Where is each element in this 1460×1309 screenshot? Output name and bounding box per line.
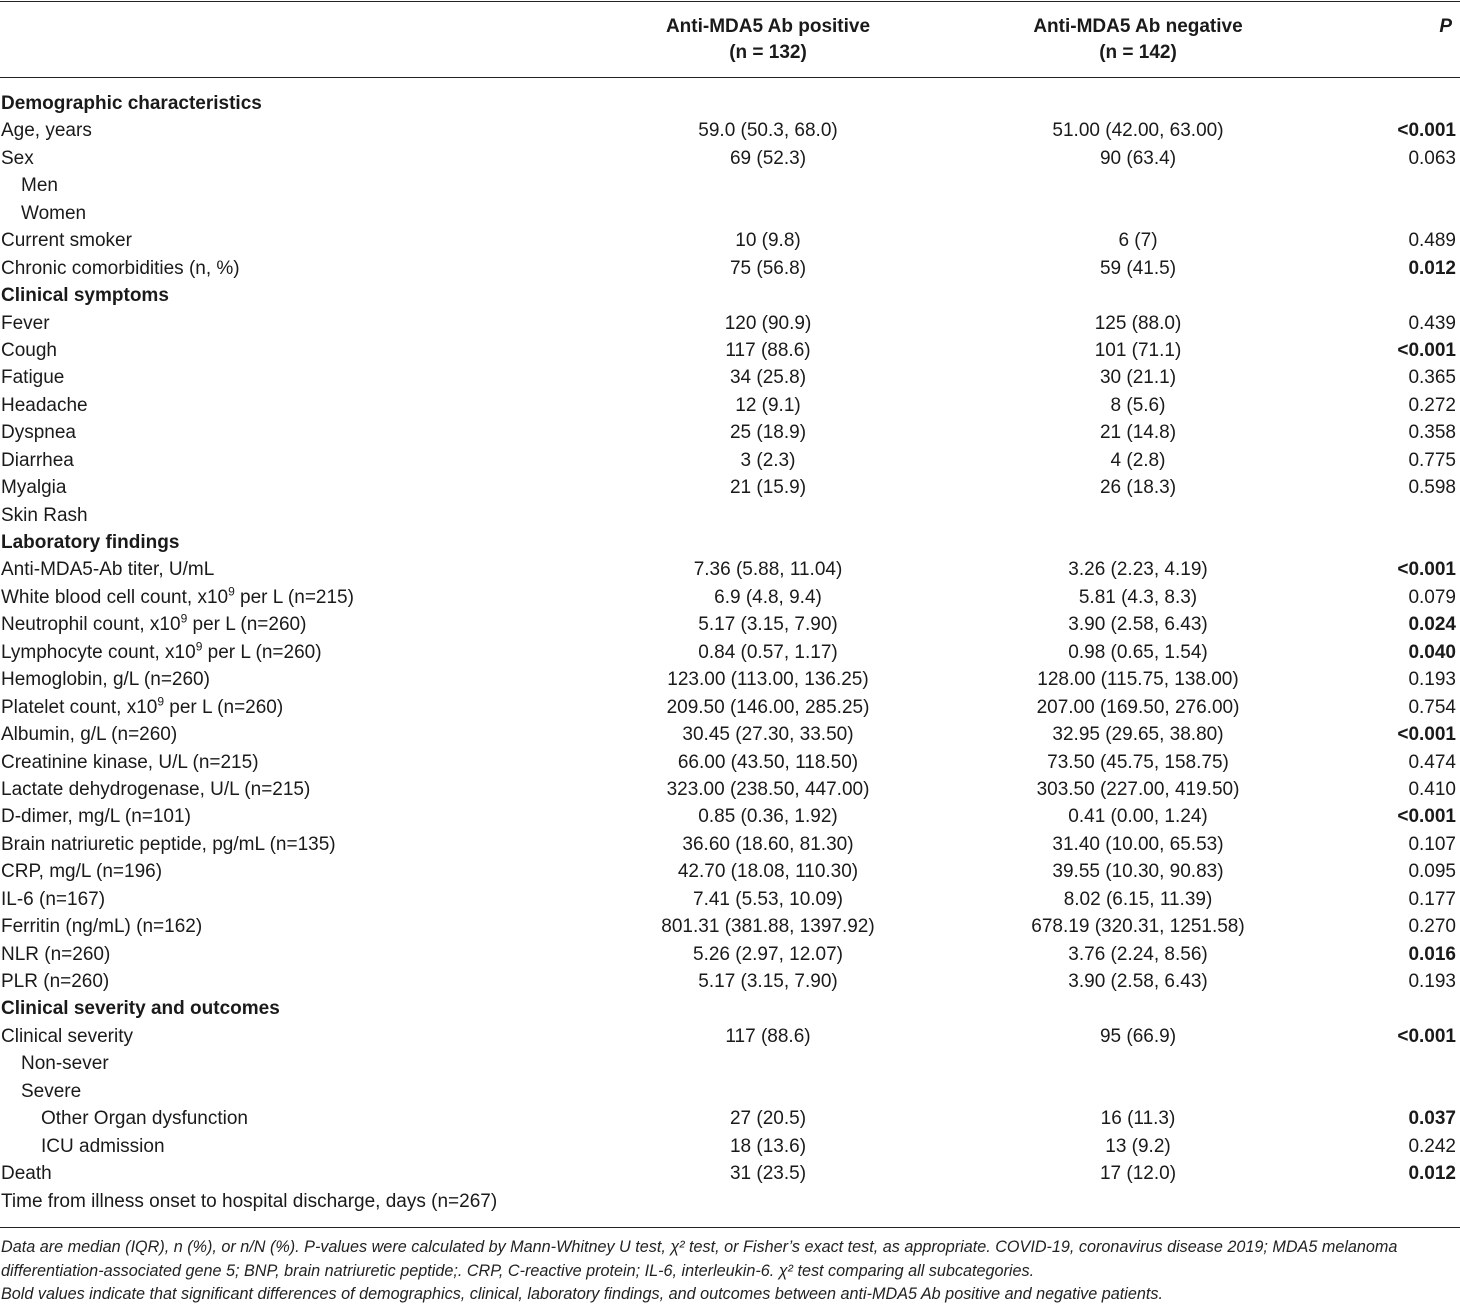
row-label: Men xyxy=(21,175,58,197)
table-row xyxy=(0,255,1460,282)
cell-negative: 95 (66.9) xyxy=(1099,1025,1177,1047)
cell-p-value: 0.016 xyxy=(1408,943,1456,965)
cell-negative: 678.19 (320.31, 1251.58) xyxy=(1031,916,1245,938)
cell-negative: 73.50 (45.75, 158.75) xyxy=(1047,751,1229,773)
cell-p-value: 0.242 xyxy=(1408,1135,1456,1157)
cell-negative: 4 (2.8) xyxy=(1110,449,1166,471)
row-label: Dyspnea xyxy=(1,422,76,444)
row-label-text: per L (n=260) xyxy=(202,641,322,663)
section-heading: Clinical symptoms xyxy=(1,285,169,307)
cell-positive: 31 (23.5) xyxy=(729,1163,807,1185)
cell-negative: 26 (18.3) xyxy=(1099,477,1177,499)
row-label: Women xyxy=(21,202,87,224)
header-negative-count: (n = 142) xyxy=(1099,42,1177,63)
cell-p-value: 0.754 xyxy=(1408,696,1456,718)
cell-p-value: 0.037 xyxy=(1408,1108,1456,1130)
table-row xyxy=(0,1050,1460,1077)
row-label: Other Organ dysfunction xyxy=(41,1108,248,1130)
cell-positive: 117 (88.6) xyxy=(725,339,811,361)
cell-negative: 101 (71.1) xyxy=(1094,339,1182,361)
row-label: Fatigue xyxy=(1,367,65,389)
cell-positive: 0.85 (0.36, 1.92) xyxy=(698,806,838,828)
cell-positive: 42.70 (18.08, 110.30) xyxy=(677,861,859,883)
cell-negative: 0.41 (0.00, 1.24) xyxy=(1068,806,1208,828)
header-positive-title: Anti-MDA5 Ab positive xyxy=(665,16,871,37)
row-label: Diarrhea xyxy=(1,449,74,471)
cell-p-value: <0.001 xyxy=(1397,120,1456,142)
section-heading-row xyxy=(0,995,1460,1022)
cell-p-value: 0.365 xyxy=(1408,367,1456,389)
cell-positive: 34 (25.8) xyxy=(729,367,807,389)
row-label: Severe xyxy=(21,1080,82,1102)
cell-p-value: 0.598 xyxy=(1408,477,1456,499)
cell-negative: 3.90 (2.58, 6.43) xyxy=(1068,971,1208,992)
cell-positive: 7.36 (5.88, 11.04) xyxy=(693,559,843,581)
cell-p-value: 0.024 xyxy=(1408,614,1456,636)
table-row xyxy=(0,364,1460,391)
cell-negative: 128.00 (115.75, 138.00) xyxy=(1037,669,1239,691)
table-row xyxy=(0,694,1460,721)
row-label-text: per L (n=260) xyxy=(164,696,284,718)
table-row xyxy=(0,172,1460,199)
cell-negative: 5.81 (4.3, 8.3) xyxy=(1078,586,1198,608)
cell-negative: 21 (14.8) xyxy=(1099,422,1177,444)
cell-positive: 69 (52.3) xyxy=(729,147,807,169)
section-heading-row xyxy=(0,282,1460,309)
row-label: D-dimer, mg/L (n=101) xyxy=(1,806,191,828)
cell-p-value: 0.474 xyxy=(1408,751,1456,773)
row-label-text: White blood cell count, x10 xyxy=(1,586,229,608)
cell-p-value: 0.193 xyxy=(1408,669,1456,691)
cell-negative: 303.50 (227.00, 419.50) xyxy=(1036,778,1240,800)
cell-positive: 117 (88.6) xyxy=(725,1025,811,1047)
row-label xyxy=(1,694,283,721)
cell-positive: 25 (18.9) xyxy=(729,422,807,444)
row-label: Anti-MDA5-Ab titer, U/mL xyxy=(1,559,215,581)
cell-p-value: 0.193 xyxy=(1408,971,1456,992)
cell-positive: 10 (9.8) xyxy=(735,230,801,252)
cell-negative: 3.90 (2.58, 6.43) xyxy=(1068,614,1208,636)
row-label: Lactate dehydrogenase, U/L (n=215) xyxy=(1,778,311,800)
row-label-exponent: 9 xyxy=(157,694,165,709)
cell-positive: 27 (20.5) xyxy=(729,1108,807,1130)
row-label-text: per L (n=260) xyxy=(187,614,307,636)
footnote-abbreviations: Data are median (IQR), n (%), or n/N (%). P-values were calculated by Mann-Whitney U test, χ² test, or Fisher’s exact test, as appropriate. COVID-19, coronavirus disease 2019; MDA5 melanoma differentiation-associated gene 5; BNP, brain natriuretic peptide;. CRP, C-reactive protein; IL-6, interleukin-6. χ² test comparing all subcategories. xyxy=(1,1238,1398,1280)
table-row xyxy=(0,666,1460,693)
table-row xyxy=(0,117,1460,144)
row-label: Current smoker xyxy=(1,230,132,252)
table-row xyxy=(0,1023,1460,1050)
cell-positive: 59.0 (50.3, 68.0) xyxy=(698,120,838,142)
cell-positive: 21 (15.9) xyxy=(729,477,807,499)
cell-negative: 207.00 (169.50, 276.00) xyxy=(1036,696,1240,718)
table-row xyxy=(0,639,1460,666)
row-label-text: Neutrophil count, x10 xyxy=(1,614,181,636)
cell-negative: 3.76 (2.24, 8.56) xyxy=(1068,943,1208,965)
cell-p-value: 0.107 xyxy=(1408,833,1456,855)
cell-negative: 90 (63.4) xyxy=(1099,147,1177,169)
cell-p-value: 0.439 xyxy=(1408,312,1456,334)
table-row xyxy=(0,474,1460,501)
table-row xyxy=(0,310,1460,337)
cell-p-value: 0.095 xyxy=(1408,861,1456,883)
table-row xyxy=(0,392,1460,419)
table-row xyxy=(0,831,1460,858)
row-label: Brain natriuretic peptide, pg/mL (n=135) xyxy=(1,833,336,855)
header-rule xyxy=(0,77,1460,78)
table-row xyxy=(0,447,1460,474)
header-p-value xyxy=(1400,14,1452,40)
cell-positive: 5.17 (3.15, 7.90) xyxy=(698,971,838,992)
row-label: Age, years xyxy=(1,120,92,142)
row-label: IL-6 (n=167) xyxy=(1,888,106,910)
cell-negative: 0.98 (0.65, 1.54) xyxy=(1068,641,1208,663)
cell-p-value: 0.775 xyxy=(1408,449,1456,471)
table-footnote xyxy=(1,1236,1457,1307)
cell-p-value: 0.270 xyxy=(1408,916,1456,938)
cell-negative: 39.55 (10.30, 90.83) xyxy=(1052,861,1224,883)
cell-p-value: <0.001 xyxy=(1397,559,1456,581)
row-label: Albumin, g/L (n=260) xyxy=(1,724,178,746)
row-label xyxy=(1,611,306,638)
cell-negative: 17 (12.0) xyxy=(1099,1163,1177,1185)
row-label-text: per L (n=215) xyxy=(234,586,354,608)
table-row xyxy=(0,749,1460,776)
cell-positive: 120 (90.9) xyxy=(724,312,812,334)
table-row xyxy=(0,776,1460,803)
cell-positive: 209.50 (146.00, 285.25) xyxy=(666,696,870,718)
cell-positive: 3 (2.3) xyxy=(740,449,796,471)
row-label: Time from illness onset to hospital discharge, days (n=267) xyxy=(1,1190,498,1212)
cell-p-value: <0.001 xyxy=(1397,339,1456,361)
cell-p-value: 0.177 xyxy=(1408,888,1456,910)
table-row xyxy=(0,1160,1460,1187)
table-row xyxy=(0,584,1460,611)
row-label: PLR (n=260) xyxy=(1,971,110,992)
table-row xyxy=(0,913,1460,940)
footnote-bold-note: Bold values indicate that significant differences of demographics, clinical, laboratory findings, and outcomes between anti-MDA5 Ab positive and negative patients. xyxy=(1,1285,1163,1303)
row-label: Clinical severity xyxy=(1,1025,133,1047)
cell-positive: 36.60 (18.60, 81.30) xyxy=(682,833,854,855)
table-row xyxy=(0,721,1460,748)
row-label-text: Lymphocyte count, x10 xyxy=(1,641,196,663)
row-label: ICU admission xyxy=(41,1135,165,1157)
row-label: NLR (n=260) xyxy=(1,943,111,965)
cell-positive: 30.45 (27.30, 33.50) xyxy=(682,724,854,746)
cell-p-value: 0.358 xyxy=(1408,422,1456,444)
cell-p-value: 0.272 xyxy=(1408,394,1456,416)
table-row xyxy=(0,502,1460,529)
row-label: Death xyxy=(1,1163,52,1185)
table-row xyxy=(0,200,1460,227)
row-label: CRP, mg/L (n=196) xyxy=(1,861,163,883)
section-heading-row xyxy=(0,90,1460,117)
cell-positive: 6.9 (4.8, 9.4) xyxy=(714,586,822,608)
cell-positive: 801.31 (381.88, 1397.92) xyxy=(661,916,875,938)
cell-positive: 66.00 (43.50, 118.50) xyxy=(677,751,859,773)
cell-negative: 3.26 (2.23, 4.19) xyxy=(1068,559,1208,581)
cell-negative: 8 (5.6) xyxy=(1110,394,1166,416)
cell-negative: 51.00 (42.00, 63.00) xyxy=(1052,120,1224,142)
table-row xyxy=(0,337,1460,364)
cell-positive: 323.00 (238.50, 447.00) xyxy=(666,778,870,800)
table-row xyxy=(0,227,1460,254)
cell-positive: 0.84 (0.57, 1.17) xyxy=(698,641,838,663)
cell-positive: 123.00 (113.00, 136.25) xyxy=(667,669,869,691)
table-row xyxy=(0,803,1460,830)
table-row xyxy=(0,968,1460,995)
row-label-exponent: 9 xyxy=(180,611,188,626)
table-row xyxy=(0,1133,1460,1160)
cell-positive: 18 (13.6) xyxy=(729,1135,807,1157)
section-heading: Laboratory findings xyxy=(1,532,180,553)
table-row xyxy=(0,419,1460,446)
cell-negative: 125 (88.0) xyxy=(1094,312,1182,334)
table-row xyxy=(0,858,1460,885)
cell-negative: 59 (41.5) xyxy=(1099,257,1177,279)
cell-p-value: 0.079 xyxy=(1408,586,1456,608)
header-negative-title: Anti-MDA5 Ab negative xyxy=(1033,16,1243,37)
cell-p-value: 0.063 xyxy=(1408,147,1456,169)
row-label: Sex xyxy=(1,147,34,169)
table-row xyxy=(0,886,1460,913)
cell-positive: 5.17 (3.15, 7.90) xyxy=(698,614,838,636)
section-heading-row xyxy=(0,529,1460,556)
cell-negative: 16 (11.3) xyxy=(1100,1108,1176,1130)
cell-positive: 75 (56.8) xyxy=(729,257,807,279)
row-label: Skin Rash xyxy=(1,504,88,526)
row-label-exponent: 9 xyxy=(195,639,203,654)
table-header xyxy=(0,0,1460,77)
cell-p-value: 0.410 xyxy=(1408,778,1456,800)
table-row xyxy=(0,611,1460,638)
cell-positive: 12 (9.1) xyxy=(735,394,801,416)
cell-p-value: 0.040 xyxy=(1408,641,1456,663)
row-label-text: Platelet count, x10 xyxy=(1,696,158,718)
table-row xyxy=(0,1078,1460,1105)
cell-negative: 32.95 (29.65, 38.80) xyxy=(1052,724,1224,746)
table-row xyxy=(0,1105,1460,1132)
header-positive xyxy=(608,14,928,66)
table-row xyxy=(0,1188,1460,1215)
cell-negative: 6 (7) xyxy=(1118,230,1158,252)
row-label: Chronic comorbidities (n, %) xyxy=(1,257,240,279)
cell-negative: 30 (21.1) xyxy=(1099,367,1177,389)
row-label: Ferritin (ng/mL) (n=162) xyxy=(1,916,203,938)
section-heading: Demographic characteristics xyxy=(1,93,262,114)
table-row xyxy=(0,941,1460,968)
cell-p-value: 0.489 xyxy=(1408,230,1456,252)
row-label: Non-sever xyxy=(21,1053,109,1075)
cell-negative: 8.02 (6.15, 11.39) xyxy=(1063,888,1213,910)
cell-p-value: 0.012 xyxy=(1408,1163,1456,1185)
row-label: Cough xyxy=(1,339,57,361)
cell-p-value: <0.001 xyxy=(1397,724,1456,746)
cell-negative: 31.40 (10.00, 65.53) xyxy=(1052,833,1224,855)
row-label xyxy=(1,584,354,611)
cell-p-value: <0.001 xyxy=(1397,1025,1456,1047)
cell-positive: 7.41 (5.53, 10.09) xyxy=(693,888,843,910)
row-label xyxy=(1,639,322,666)
row-label: Myalgia xyxy=(1,477,67,499)
table-row xyxy=(0,556,1460,583)
table-body xyxy=(0,90,1460,1215)
cell-p-value: 0.012 xyxy=(1408,257,1456,279)
section-heading: Clinical severity and outcomes xyxy=(1,998,280,1020)
row-label: Headache xyxy=(1,394,88,416)
row-label: Creatinine kinase, U/L (n=215) xyxy=(1,751,259,773)
header-p-label: P xyxy=(1439,16,1452,37)
header-negative xyxy=(978,14,1298,66)
row-label-exponent: 9 xyxy=(228,584,235,599)
row-label: Fever xyxy=(1,312,50,334)
table-bottom-rule xyxy=(0,1227,1460,1228)
table-row xyxy=(0,145,1460,172)
header-positive-count: (n = 132) xyxy=(729,42,807,63)
row-label: Hemoglobin, g/L (n=260) xyxy=(1,669,210,691)
cell-positive: 5.26 (2.97, 12.07) xyxy=(693,943,843,965)
cell-p-value: <0.001 xyxy=(1397,806,1456,828)
cell-negative: 13 (9.2) xyxy=(1105,1135,1171,1157)
